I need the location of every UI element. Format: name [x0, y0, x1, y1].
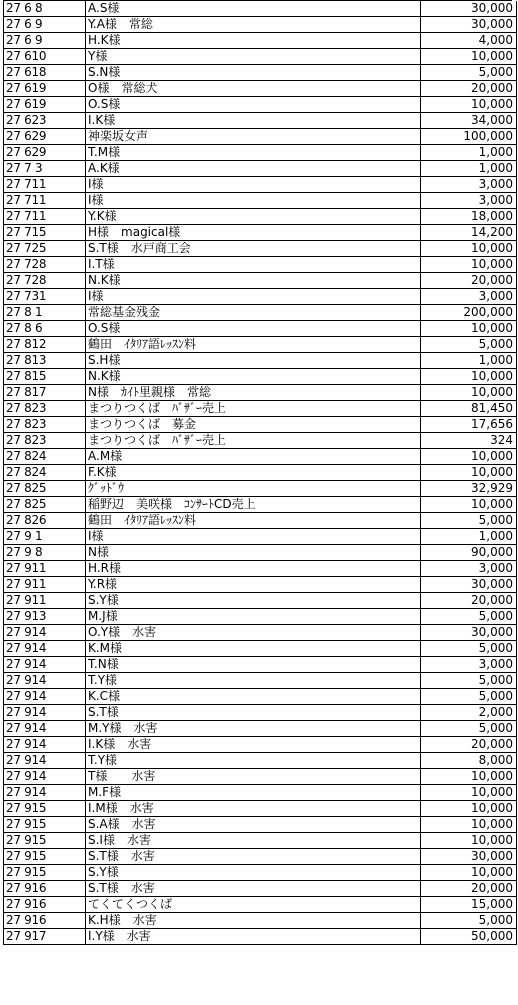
table-row[interactable]	[4, 689, 517, 705]
table-row[interactable]	[4, 897, 517, 913]
table-row[interactable]	[4, 641, 517, 657]
date-cell: 27 826	[4, 513, 86, 529]
amount-cell: 5,000	[421, 337, 517, 353]
donor-cell: K.M様	[86, 641, 421, 657]
donor-cell: F.K様	[86, 465, 421, 481]
table-row[interactable]	[4, 625, 517, 641]
amount-cell: 10,000	[421, 321, 517, 337]
date-cell: 27 728	[4, 273, 86, 289]
donor-cell: Y様	[86, 49, 421, 65]
amount-cell: 34,000	[421, 113, 517, 129]
donor-cell: S.T様 水害	[86, 881, 421, 897]
amount-cell: 3,000	[421, 657, 517, 673]
donor-cell: I.Y様 水害	[86, 929, 421, 945]
donation-ledger-table	[4, 1, 517, 945]
amount-cell: 3,000	[421, 289, 517, 305]
donor-cell: I様	[86, 529, 421, 545]
donor-cell: S.Y様	[86, 865, 421, 881]
date-cell: 27 629	[4, 145, 86, 161]
amount-cell: 5,000	[421, 913, 517, 929]
date-cell: 27 915	[4, 817, 86, 833]
donor-cell: O.S様	[86, 321, 421, 337]
table-row[interactable]	[4, 801, 517, 817]
amount-cell: 3,000	[421, 193, 517, 209]
date-cell: 27 9 1	[4, 529, 86, 545]
table-row[interactable]	[4, 145, 517, 161]
donor-cell: S.N様	[86, 65, 421, 81]
date-cell: 27 711	[4, 177, 86, 193]
date-cell: 27 715	[4, 225, 86, 241]
donor-cell: S.H様	[86, 353, 421, 369]
donor-cell: Y.R様	[86, 577, 421, 593]
donor-cell: I.T様	[86, 257, 421, 273]
amount-cell: 81,450	[421, 401, 517, 417]
donor-cell: 稲野辺 美咲様 ｺﾝｻｰﾄCD売上	[86, 497, 421, 513]
table-row[interactable]	[4, 97, 517, 113]
donor-cell: I.K様 水害	[86, 737, 421, 753]
table-row[interactable]	[4, 65, 517, 81]
date-cell: 27 914	[4, 673, 86, 689]
date-cell: 27 913	[4, 609, 86, 625]
amount-cell: 3,000	[421, 177, 517, 193]
date-cell: 27 817	[4, 385, 86, 401]
donor-cell: M.F様	[86, 785, 421, 801]
table-row[interactable]	[4, 721, 517, 737]
table-row[interactable]	[4, 769, 517, 785]
table-row[interactable]	[4, 1, 517, 17]
donor-cell: 鶴田 ｲﾀﾘｱ語ﾚｯｽﾝ料	[86, 513, 421, 529]
donor-cell: S.T様	[86, 705, 421, 721]
amount-cell: 5,000	[421, 721, 517, 737]
donor-cell: 神楽坂女声	[86, 129, 421, 145]
donor-cell: M.J様	[86, 609, 421, 625]
amount-cell: 10,000	[421, 449, 517, 465]
table-row[interactable]	[4, 513, 517, 529]
donor-cell: T.N様	[86, 657, 421, 673]
amount-cell: 1,000	[421, 529, 517, 545]
amount-cell: 20,000	[421, 81, 517, 97]
table-row[interactable]	[4, 321, 517, 337]
table-row[interactable]	[4, 481, 517, 497]
donor-cell: S.Y様	[86, 593, 421, 609]
table-row[interactable]	[4, 81, 517, 97]
date-cell: 27 813	[4, 353, 86, 369]
donor-cell: H.R様	[86, 561, 421, 577]
table-row[interactable]	[4, 161, 517, 177]
amount-cell: 17,656	[421, 417, 517, 433]
donor-cell: T.Y様	[86, 673, 421, 689]
date-cell: 27 8 6	[4, 321, 86, 337]
amount-cell: 10,000	[421, 817, 517, 833]
date-cell: 27 6 8	[4, 1, 86, 17]
table-row[interactable]	[4, 577, 517, 593]
donor-cell: I様	[86, 193, 421, 209]
table-row[interactable]	[4, 817, 517, 833]
table-row[interactable]	[4, 737, 517, 753]
date-cell: 27 711	[4, 193, 86, 209]
date-cell: 27 824	[4, 449, 86, 465]
donor-cell: てくてくつくば	[86, 897, 421, 913]
date-cell: 27 916	[4, 897, 86, 913]
donor-cell: S.T様 水害	[86, 849, 421, 865]
donor-cell: T.Y様	[86, 753, 421, 769]
date-cell: 27 824	[4, 465, 86, 481]
table-row[interactable]	[4, 369, 517, 385]
date-cell: 27 711	[4, 209, 86, 225]
date-cell: 27 619	[4, 81, 86, 97]
amount-cell: 4,000	[421, 33, 517, 49]
table-row[interactable]	[4, 401, 517, 417]
table-row[interactable]	[4, 497, 517, 513]
donor-cell: まつりつくば ﾊﾞｻﾞｰ売上	[86, 401, 421, 417]
amount-cell: 30,000	[421, 1, 517, 17]
table-row[interactable]	[4, 417, 517, 433]
donor-cell: N様	[86, 545, 421, 561]
table-row[interactable]	[4, 449, 517, 465]
table-row[interactable]	[4, 209, 517, 225]
table-row[interactable]	[4, 433, 517, 449]
table-row[interactable]	[4, 353, 517, 369]
table-row[interactable]	[4, 593, 517, 609]
amount-cell: 5,000	[421, 689, 517, 705]
donor-cell: T.M様	[86, 145, 421, 161]
amount-cell: 20,000	[421, 737, 517, 753]
table-row[interactable]	[4, 529, 517, 545]
date-cell: 27 6 9	[4, 33, 86, 49]
date-cell: 27 815	[4, 369, 86, 385]
amount-cell: 10,000	[421, 369, 517, 385]
table-row[interactable]	[4, 657, 517, 673]
table-row[interactable]	[4, 33, 517, 49]
amount-cell: 10,000	[421, 785, 517, 801]
donor-cell: Y.A様 常総	[86, 17, 421, 33]
date-cell: 27 914	[4, 641, 86, 657]
table-row[interactable]	[4, 849, 517, 865]
date-cell: 27 623	[4, 113, 86, 129]
date-cell: 27 915	[4, 833, 86, 849]
amount-cell: 10,000	[421, 833, 517, 849]
amount-cell: 30,000	[421, 849, 517, 865]
amount-cell: 10,000	[421, 769, 517, 785]
table-row[interactable]	[4, 49, 517, 65]
donor-cell: まつりつくば ﾊﾞｻﾞｰ売上	[86, 433, 421, 449]
amount-cell: 8,000	[421, 753, 517, 769]
date-cell: 27 629	[4, 129, 86, 145]
amount-cell: 50,000	[421, 929, 517, 945]
amount-cell: 15,000	[421, 897, 517, 913]
amount-cell: 30,000	[421, 625, 517, 641]
date-cell: 27 914	[4, 737, 86, 753]
ledger-body	[4, 1, 517, 945]
table-row[interactable]	[4, 865, 517, 881]
date-cell: 27 914	[4, 689, 86, 705]
amount-cell: 3,000	[421, 561, 517, 577]
amount-cell: 10,000	[421, 497, 517, 513]
table-row[interactable]	[4, 785, 517, 801]
donor-cell: S.A様 水害	[86, 817, 421, 833]
date-cell: 27 915	[4, 801, 86, 817]
amount-cell: 1,000	[421, 161, 517, 177]
table-row[interactable]	[4, 913, 517, 929]
date-cell: 27 610	[4, 49, 86, 65]
date-cell: 27 917	[4, 929, 86, 945]
donor-cell: H様 magical様	[86, 225, 421, 241]
donor-cell: ｸﾞｯﾄﾞｳ	[86, 481, 421, 497]
table-row[interactable]	[4, 609, 517, 625]
date-cell: 27 619	[4, 97, 86, 113]
amount-cell: 100,000	[421, 129, 517, 145]
amount-cell: 18,000	[421, 209, 517, 225]
table-row[interactable]	[4, 833, 517, 849]
table-row[interactable]	[4, 305, 517, 321]
donor-cell: S.T様 水戸商工会	[86, 241, 421, 257]
date-cell: 27 812	[4, 337, 86, 353]
table-row[interactable]	[4, 561, 517, 577]
amount-cell: 10,000	[421, 465, 517, 481]
amount-cell: 10,000	[421, 385, 517, 401]
amount-cell: 2,000	[421, 705, 517, 721]
date-cell: 27 914	[4, 657, 86, 673]
donor-cell: M.Y様 水害	[86, 721, 421, 737]
amount-cell: 5,000	[421, 513, 517, 529]
table-row[interactable]	[4, 385, 517, 401]
date-cell: 27 915	[4, 849, 86, 865]
table-row[interactable]	[4, 545, 517, 561]
donor-cell: K.H様 水害	[86, 913, 421, 929]
amount-cell: 5,000	[421, 65, 517, 81]
amount-cell: 5,000	[421, 673, 517, 689]
amount-cell: 5,000	[421, 641, 517, 657]
donor-cell: A.K様	[86, 161, 421, 177]
table-row[interactable]	[4, 929, 517, 945]
table-row[interactable]	[4, 241, 517, 257]
donor-cell: 鶴田 ｲﾀﾘｱ語ﾚｯｽﾝ料	[86, 337, 421, 353]
table-row[interactable]	[4, 881, 517, 897]
date-cell: 27 728	[4, 257, 86, 273]
amount-cell: 324	[421, 433, 517, 449]
date-cell: 27 6 9	[4, 17, 86, 33]
date-cell: 27 823	[4, 417, 86, 433]
donor-cell: N.K様	[86, 369, 421, 385]
date-cell: 27 916	[4, 913, 86, 929]
amount-cell: 20,000	[421, 881, 517, 897]
donor-cell: O.S様	[86, 97, 421, 113]
date-cell: 27 911	[4, 593, 86, 609]
date-cell: 27 914	[4, 753, 86, 769]
amount-cell: 1,000	[421, 145, 517, 161]
date-cell: 27 725	[4, 241, 86, 257]
date-cell: 27 914	[4, 625, 86, 641]
date-cell: 27 7 3	[4, 161, 86, 177]
amount-cell: 14,200	[421, 225, 517, 241]
amount-cell: 10,000	[421, 241, 517, 257]
donor-cell: まつりつくば 募金	[86, 417, 421, 433]
date-cell: 27 911	[4, 561, 86, 577]
amount-cell: 30,000	[421, 17, 517, 33]
donor-cell: I様	[86, 289, 421, 305]
table-row[interactable]	[4, 257, 517, 273]
donor-cell: H.K様	[86, 33, 421, 49]
date-cell: 27 618	[4, 65, 86, 81]
donor-cell: A.M様	[86, 449, 421, 465]
table-row[interactable]	[4, 705, 517, 721]
date-cell: 27 914	[4, 705, 86, 721]
table-row[interactable]	[4, 289, 517, 305]
date-cell: 27 823	[4, 401, 86, 417]
date-cell: 27 731	[4, 289, 86, 305]
date-cell: 27 823	[4, 433, 86, 449]
date-cell: 27 9 8	[4, 545, 86, 561]
table-row[interactable]	[4, 193, 517, 209]
donor-cell: O様 常総犬	[86, 81, 421, 97]
date-cell: 27 825	[4, 497, 86, 513]
table-row[interactable]	[4, 129, 517, 145]
donor-cell: S.I様 水害	[86, 833, 421, 849]
donor-cell: I.K様	[86, 113, 421, 129]
table-row[interactable]	[4, 177, 517, 193]
table-row[interactable]	[4, 225, 517, 241]
table-row[interactable]	[4, 17, 517, 33]
table-row[interactable]	[4, 273, 517, 289]
date-cell: 27 914	[4, 721, 86, 737]
table-row[interactable]	[4, 673, 517, 689]
donor-cell: K.C様	[86, 689, 421, 705]
date-cell: 27 916	[4, 881, 86, 897]
amount-cell: 32,929	[421, 481, 517, 497]
table-row[interactable]	[4, 753, 517, 769]
date-cell: 27 914	[4, 769, 86, 785]
amount-cell: 200,000	[421, 305, 517, 321]
table-row[interactable]	[4, 465, 517, 481]
amount-cell: 30,000	[421, 577, 517, 593]
table-row[interactable]	[4, 337, 517, 353]
amount-cell: 20,000	[421, 273, 517, 289]
amount-cell: 5,000	[421, 609, 517, 625]
donor-cell: Y.K様	[86, 209, 421, 225]
date-cell: 27 911	[4, 577, 86, 593]
donation-ledger-sheet	[3, 0, 512, 945]
date-cell: 27 825	[4, 481, 86, 497]
donor-cell: 常総基金残金	[86, 305, 421, 321]
table-row[interactable]	[4, 113, 517, 129]
amount-cell: 10,000	[421, 865, 517, 881]
donor-cell: A.S様	[86, 1, 421, 17]
donor-cell: I様	[86, 177, 421, 193]
amount-cell: 10,000	[421, 49, 517, 65]
donor-cell: O.Y様 水害	[86, 625, 421, 641]
date-cell: 27 8 1	[4, 305, 86, 321]
donor-cell: N様 ｶｲﾄ里親様 常総	[86, 385, 421, 401]
amount-cell: 90,000	[421, 545, 517, 561]
date-cell: 27 914	[4, 785, 86, 801]
date-cell: 27 915	[4, 865, 86, 881]
amount-cell: 1,000	[421, 353, 517, 369]
donor-cell: I.M様 水害	[86, 801, 421, 817]
amount-cell: 10,000	[421, 97, 517, 113]
donor-cell: T様 水害	[86, 769, 421, 785]
donor-cell: N.K様	[86, 273, 421, 289]
amount-cell: 10,000	[421, 257, 517, 273]
amount-cell: 20,000	[421, 593, 517, 609]
amount-cell: 10,000	[421, 801, 517, 817]
